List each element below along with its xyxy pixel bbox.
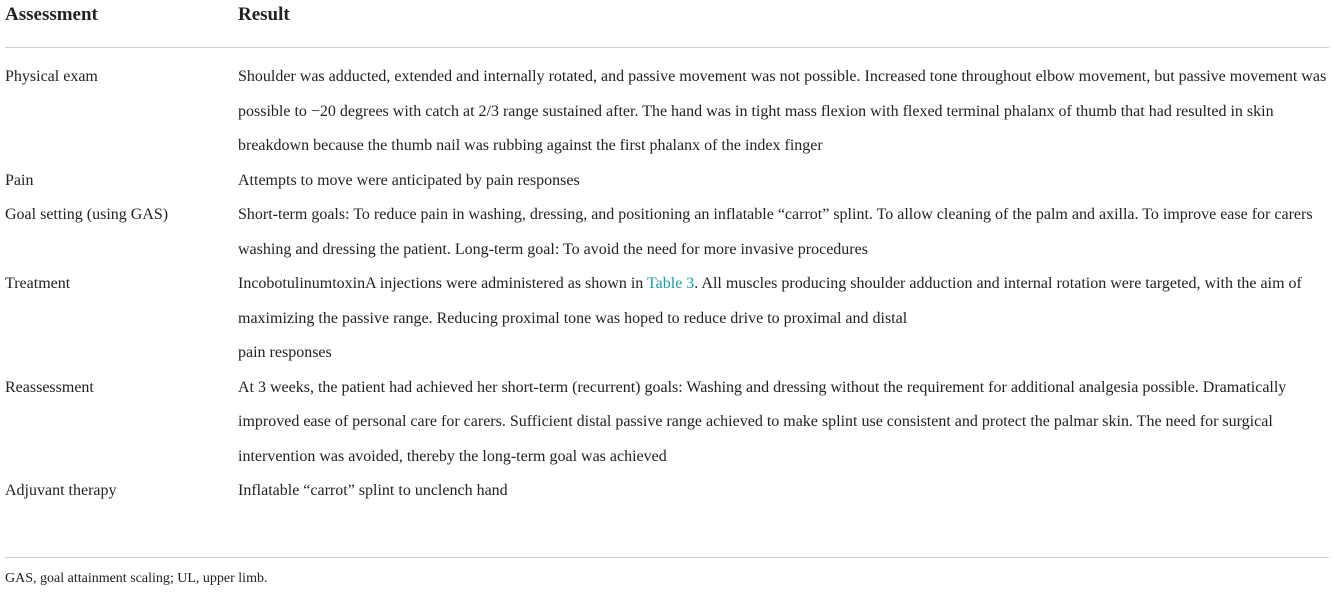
row-result-cell: Inflatable “carrot” splint to unclench hand	[238, 482, 508, 499]
table-footer-divider	[5, 557, 1329, 558]
table-row	[5, 198, 1329, 267]
table-body	[5, 48, 1329, 509]
row-result-cell: Short-term goals: To reduce pain in washing, dressing, and positioning an inflatable “carrot” splint. To allow cleaning of the palm and axilla. To improve ease for carers washing and dressing the patient. Long-term goal: To avoid the need for more invasive procedures	[238, 206, 1313, 258]
row-assessment-cell: Physical exam	[5, 68, 98, 85]
result-text-after-link: . All muscles producing shoulder adduction and internal rotation were targeted, with the aim of maximizing the passive range. Reducing proximal tone was hoped to reduce drive to proximal and distal	[238, 275, 1302, 327]
table-footnote: GAS, goal attainment scaling; UL, upper limb.	[5, 571, 268, 586]
assessment-table	[5, 0, 1329, 509]
table-row	[5, 474, 1329, 509]
table-row	[5, 371, 1329, 475]
header-result: Result	[238, 4, 290, 25]
table-row	[5, 267, 1329, 371]
row-assessment-cell: Pain	[5, 171, 34, 189]
result-text-last-line: pain responses	[238, 344, 332, 361]
row-result-cell: Attempts to move were anticipated by pain responses	[238, 171, 580, 189]
row-assessment-cell: Goal setting (using GAS)	[5, 206, 169, 223]
table-row	[5, 164, 1329, 199]
header-assessment: Assessment	[5, 4, 98, 25]
row-assessment-cell: Treatment	[5, 275, 71, 292]
row-result-cell: Shoulder was adducted, extended and internally rotated, and passive movement was not possible. Increased tone throughout elbow movement, but passive movement was possible to −20 degrees with catch at 2/3 range sustained after. The hand was in tight mass flexion with flexed terminal phalanx of thumb that had resulted in skin breakdown because the thumb nail was rubbing against the first phalanx of the index finger	[238, 68, 1327, 154]
table-row	[5, 60, 1329, 164]
row-result-cell	[238, 267, 1329, 371]
table-3-link[interactable]: Table 3	[646, 275, 695, 292]
result-text-before-link: IncobotulinumtoxinA injections were administered as shown in	[238, 275, 647, 292]
table-header-row	[5, 0, 1329, 48]
row-assessment-cell: Adjuvant therapy	[5, 482, 117, 499]
row-result-cell: At 3 weeks, the patient had achieved her short-term (recurrent) goals: Washing and dressing without the requirement for additional analgesia possible. Dramatically improved ease of personal care for carers. Sufficient distal passive range achieved to make splint use consistent and protect the palmar skin. The need for surgical intervention was avoided, thereby the long-term goal was achieved	[238, 378, 1287, 465]
row-assessment-cell: Reassessment	[5, 378, 94, 396]
